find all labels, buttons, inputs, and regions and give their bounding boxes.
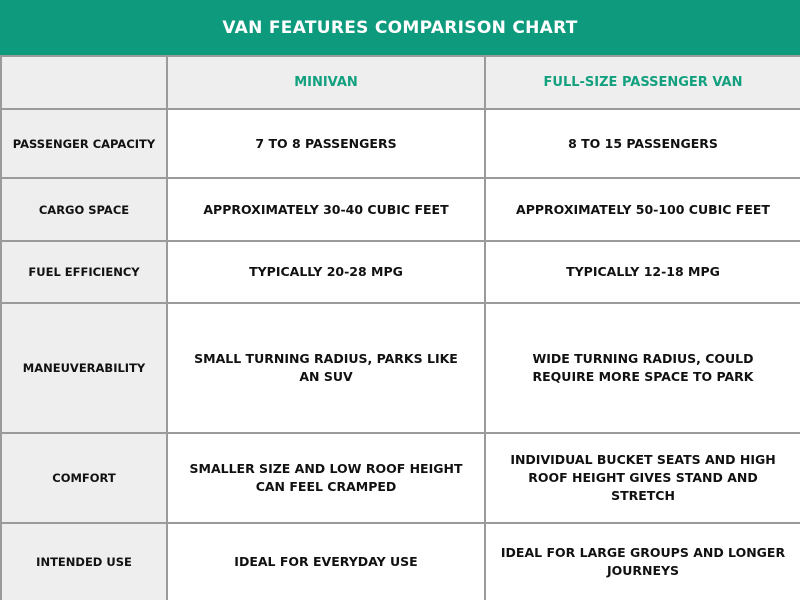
table-row [1,109,800,178]
minivan-cell: IDEAL FOR EVERYDAY USE [167,523,485,600]
table-row [1,433,800,523]
fullsize-cell: IDEAL FOR LARGE GROUPS AND LONGER JOURNEYS [485,523,800,600]
table-header-row [1,56,800,109]
fullsize-cell: APPROXIMATELY 50-100 CUBIC FEET [485,178,800,241]
minivan-cell: SMALLER SIZE AND LOW ROOF HEIGHT CAN FEEL CRAMPED [167,433,485,523]
header-fullsize: FULL-SIZE PASSENGER VAN [485,56,800,109]
feature-label: COMFORT [1,433,167,523]
table-row [1,303,800,433]
comparison-table [0,55,800,600]
fullsize-cell: INDIVIDUAL BUCKET SEATS AND HIGH ROOF HEIGHT GIVES STAND AND STRETCH [485,433,800,523]
fullsize-cell: TYPICALLY 12-18 MPG [485,241,800,303]
table-row [1,178,800,241]
minivan-cell: APPROXIMATELY 30-40 CUBIC FEET [167,178,485,241]
feature-label: CARGO SPACE [1,178,167,241]
minivan-cell: SMALL TURNING RADIUS, PARKS LIKE AN SUV [167,303,485,433]
feature-label: PASSENGER CAPACITY [1,109,167,178]
minivan-cell: 7 TO 8 PASSENGERS [167,109,485,178]
table-row [1,241,800,303]
feature-label: MANEUVERABILITY [1,303,167,433]
table-row [1,523,800,600]
chart-title: VAN FEATURES COMPARISON CHART [0,0,800,55]
header-minivan: MINIVAN [167,56,485,109]
fullsize-cell: 8 TO 15 PASSENGERS [485,109,800,178]
fullsize-cell: WIDE TURNING RADIUS, COULD REQUIRE MORE SPACE TO PARK [485,303,800,433]
minivan-cell: TYPICALLY 20-28 MPG [167,241,485,303]
feature-label: INTENDED USE [1,523,167,600]
header-empty [1,56,167,109]
feature-label: FUEL EFFICIENCY [1,241,167,303]
